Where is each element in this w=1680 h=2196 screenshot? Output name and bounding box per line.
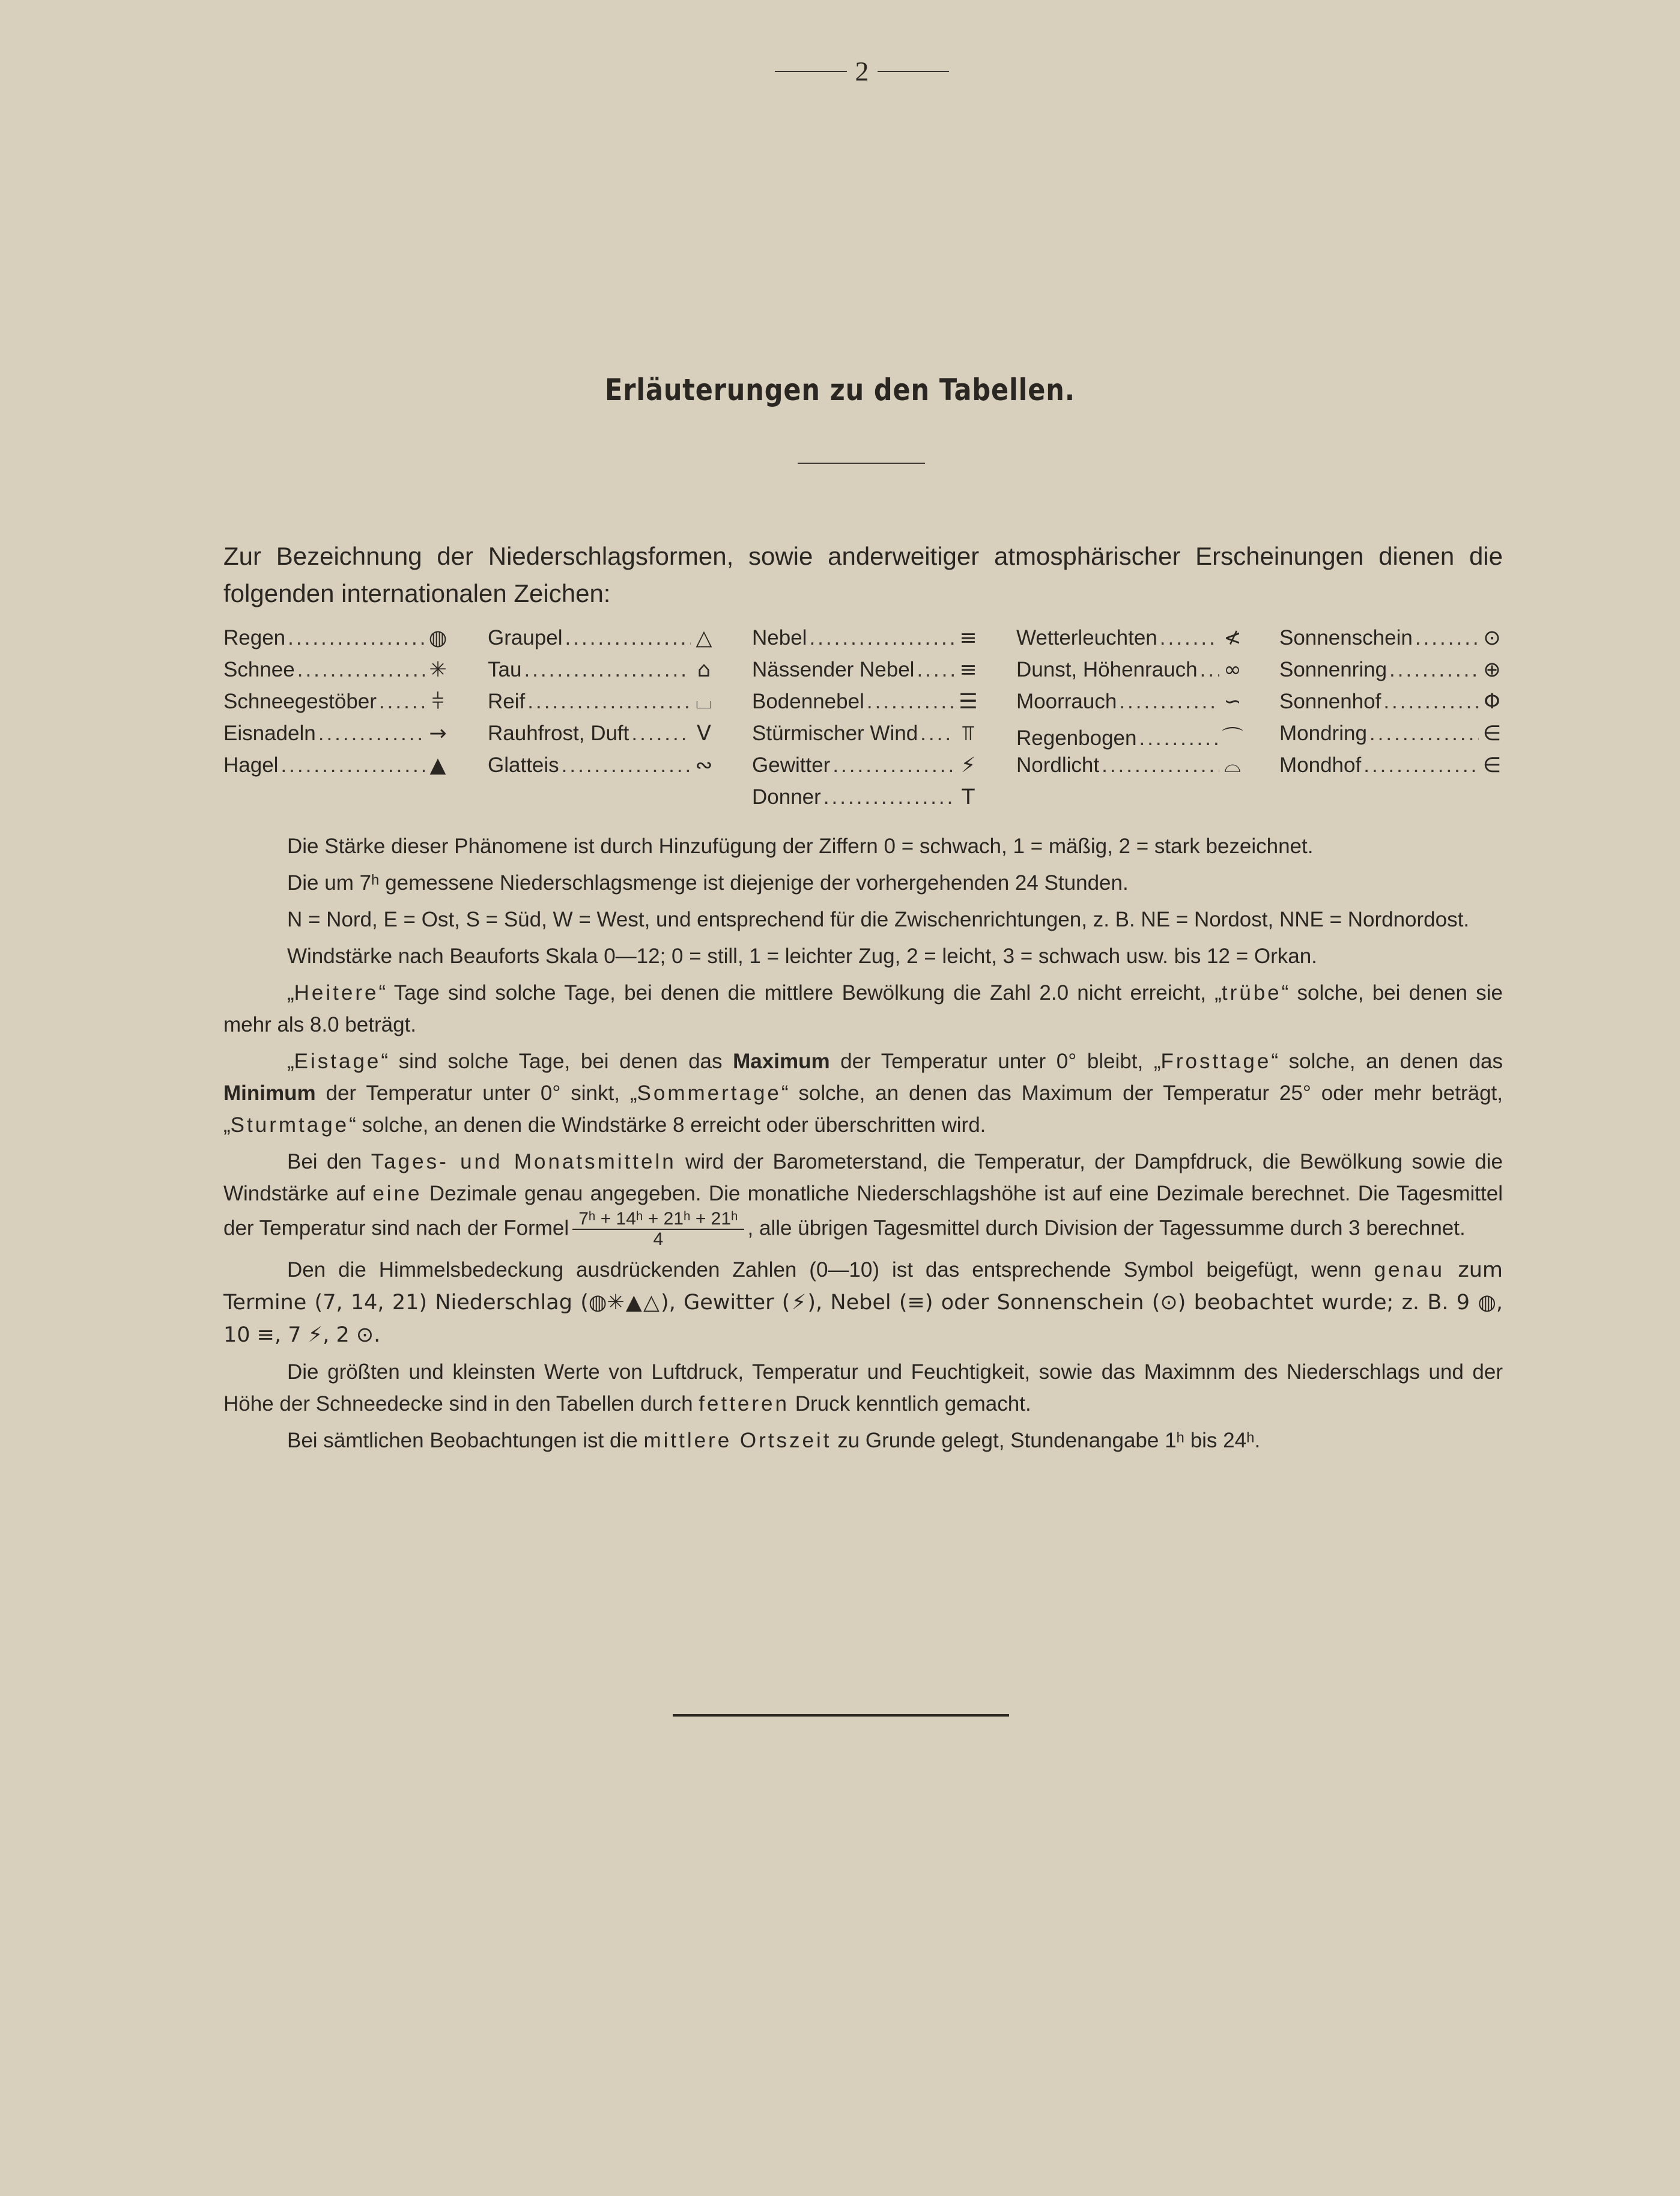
leader-dots [823, 785, 955, 809]
leader-dots [832, 753, 955, 777]
leader-dots [379, 690, 425, 714]
leader-dots [1200, 658, 1219, 682]
leader-dots [527, 690, 691, 714]
paragraph-himmelsbedeckung [223, 1254, 1503, 1351]
legend-entry-glatteis [488, 753, 715, 785]
term-genau: genau [1374, 1258, 1445, 1282]
legend-label: Schnee [223, 658, 295, 681]
legend-entry-rauhfrost [488, 722, 715, 753]
legend-label: Schneegestöber [223, 690, 377, 713]
legend-entry-hagel [223, 753, 449, 785]
term-tages-monatsmittel: Tages- und Monatsmitteln [371, 1150, 676, 1173]
text-fragment: Den die Himmelsbedeckung ausdrückenden Zahlen (0—10) ist das entsprechende Symbol beigefügt, wenn [287, 1258, 1374, 1282]
bodennebel-icon: ☰ [959, 690, 978, 714]
schnee-icon: ✳ [429, 658, 447, 682]
reif-icon: ⌴ [695, 690, 712, 714]
legend-entry-eisnadeln [223, 722, 449, 753]
legend-label: Gewitter [752, 753, 831, 777]
legend-label: Dunst, Höhenrauch [1016, 658, 1198, 681]
text-fragment: Dezimale genau angegeben. Die monatliche Niederschlagshöhe ist auf eine Dezimale berechnet. Die Tagesmittel der Temperatur sind nach der Formel [223, 1182, 1503, 1240]
leader-dots [565, 626, 691, 650]
legend-entry-sonnenring [1279, 658, 1503, 690]
text-fragment: “ sind solche Tage, bei denen das [381, 1050, 733, 1073]
legend-label: Mondring [1279, 722, 1367, 745]
text-fragment: Bei sämtlichen Beobachtungen ist die [287, 1429, 644, 1452]
leader-dots [1139, 726, 1219, 750]
legend-entry-tau [488, 658, 715, 690]
term-truebe: trübe [1221, 981, 1282, 1005]
paragraph-windstaerke: Windstärke nach Beauforts Skala 0—12; 0 = still, 1 = leichter Zug, 2 = leicht, 3 = schwach usw. bis 12 = Orkan. [287, 944, 1317, 968]
leader-dots [809, 626, 955, 650]
legend-label: Nebel [752, 626, 807, 649]
naessender-nebel-icon: ≡ [959, 658, 977, 682]
text-fragment: Druck kenntlich gemacht. [789, 1392, 1031, 1416]
text-fragment: „ [287, 981, 294, 1005]
leader-dots [288, 626, 425, 650]
legend-column-2 [488, 626, 715, 785]
nordlicht-icon: ⌓ [1224, 753, 1241, 777]
explanation-body [223, 830, 1503, 1461]
dunst-icon: ∞ [1224, 658, 1242, 682]
legend-entry-nordlicht [1016, 753, 1243, 785]
legend-entry-mondring [1279, 722, 1503, 753]
legend-entry-regen [223, 626, 449, 658]
temperature-formula [572, 1209, 744, 1249]
legend-entry-moorrauch [1016, 690, 1243, 722]
term-sturmtage: Sturmtage [230, 1113, 350, 1137]
regenbogen-icon: ⌒ [1222, 726, 1243, 750]
legend-label: Nordlicht [1016, 753, 1100, 777]
legend-entry-wetterleuchten [1016, 626, 1243, 658]
leader-dots [524, 658, 691, 682]
legend-column-5 [1279, 626, 1503, 785]
sonnenring-icon: ⊕ [1483, 658, 1501, 682]
legend-label: Regen [223, 626, 286, 649]
text-fragment: “ solche, an denen das Maximum der Temperatur 25° oder mehr beträgt, „ [223, 1081, 1503, 1137]
legend-entry-reif [488, 690, 715, 722]
legend-label: Bodennebel [752, 690, 864, 713]
legend-label: Moorrauch [1016, 690, 1117, 713]
legend-entry-dunst [1016, 658, 1243, 690]
legend-label: Graupel [488, 626, 563, 649]
paragraph-extremwerte [223, 1356, 1503, 1420]
legend-label: Donner [752, 785, 821, 809]
term-sommertage: Sommertage [637, 1081, 781, 1105]
term-mittlere-ortszeit: mittlere Ortszeit [643, 1429, 832, 1452]
leader-dots [562, 753, 691, 777]
legend-label: Nässender Nebel [752, 658, 915, 681]
page-number-rule-right [878, 71, 950, 72]
term-heitere: Heitere [294, 981, 379, 1005]
legend-label: Regenbogen [1016, 726, 1137, 750]
text-fragment: der Temperatur unter 0° sinkt, „ [315, 1081, 637, 1105]
term-maximum: Maximum [733, 1050, 830, 1073]
paragraph-heitere-tage [223, 977, 1503, 1041]
mondring-icon: ∈ [1482, 722, 1502, 746]
legend-label: Sonnenring [1279, 658, 1387, 681]
sonnenhof-icon: Φ [1484, 690, 1500, 714]
wetterleuchten-icon: ≮ [1224, 626, 1242, 650]
symbol-legend [223, 626, 1503, 824]
leader-dots [867, 690, 955, 714]
nebel-icon: ≡ [959, 626, 977, 650]
text-fragment: zu Grunde gelegt, Stundenangabe 1ʰ bis 24ʰ. [831, 1429, 1261, 1452]
legend-label: Rauhfrost, Duft [488, 722, 629, 745]
leader-dots [1389, 658, 1479, 682]
page-title: Erläuterungen zu den Tabellen. [605, 373, 1075, 407]
leader-dots [1119, 690, 1219, 714]
paragraph-ortszeit [223, 1425, 1503, 1456]
text-fragment: der Temperatur unter 0° bleibt, „ [829, 1050, 1161, 1073]
donner-icon: T [962, 785, 975, 809]
text-fragment: zum Termine (7, 14, 21) Niederschlag (◍✳▲△), Gewitter (⚡), Nebel (≡) oder Sonnenschein (⊙) beobachtet wurde; z. B. 9 ◍, 10 ≡, 7 ⚡, 2 ⊙. [223, 1258, 1503, 1347]
text-fragment: “ solche, an denen die Windstärke 8 erreicht oder überschritten wird. [349, 1113, 986, 1137]
leader-dots [1363, 753, 1479, 777]
paragraph-niederschlagsmenge: Die um 7ʰ gemessene Niederschlagsmenge ist diejenige der vorhergehenden 24 Stunden. [287, 871, 1129, 895]
text-fragment: “ solche, bei denen sie mehr als 8.0 beträgt. [223, 981, 1503, 1036]
legend-entry-gewitter [752, 753, 979, 785]
text-fragment: Bei den [287, 1150, 371, 1173]
legend-entry-bodennebel [752, 690, 979, 722]
page-number-rule-left [775, 71, 847, 72]
moorrauch-icon: ∽ [1224, 690, 1242, 714]
closing-rule [673, 1714, 1009, 1717]
term-fetteren: fetteren [699, 1392, 789, 1416]
eisnadeln-icon: → [429, 722, 447, 746]
paragraph-eistage [223, 1045, 1503, 1141]
legend-entry-mondhof [1279, 753, 1503, 785]
legend-label: Stürmischer Wind [752, 722, 918, 745]
leader-dots [1369, 722, 1479, 746]
schneegestoeber-icon: ⫩ [431, 690, 444, 714]
legend-entry-graupel [488, 626, 715, 658]
leader-dots [281, 753, 425, 777]
term-minimum: Minimum [223, 1081, 316, 1105]
legend-entry-schnee [223, 658, 449, 690]
legend-column-3 [752, 626, 979, 817]
stuermischer-wind-icon: ⫪ [962, 722, 974, 746]
legend-column-1 [223, 626, 449, 785]
legend-entry-sonnenschein [1279, 626, 1503, 658]
title-divider [798, 463, 925, 464]
gewitter-icon: ⚡ [960, 753, 976, 777]
leader-dots [920, 722, 955, 746]
leader-dots [318, 722, 425, 746]
mondhof-icon: ∈ [1482, 753, 1502, 777]
rauhfrost-icon: V [697, 722, 711, 746]
leader-dots [917, 658, 955, 682]
legend-label: Sonnenschein [1279, 626, 1413, 649]
legend-entry-nebel [752, 626, 979, 658]
legend-entry-naessender-nebel [752, 658, 979, 690]
text-fragment: Die größten und kleinsten Werte von Luftdruck, Temperatur und Feuchtigkeit, sowie das Maximnm des Niederschlags und der Höhe der Schneedecke sind in den Tabellen durch [223, 1360, 1503, 1416]
legend-entry-stuermischer-wind [752, 722, 979, 753]
leader-dots [1102, 753, 1219, 777]
page-number [775, 55, 949, 87]
legend-entry-sonnenhof [1279, 690, 1503, 722]
legend-label: Sonnenhof [1279, 690, 1381, 713]
hagel-icon: ▲ [429, 753, 446, 777]
legend-label: Glatteis [488, 753, 559, 777]
sonnenschein-icon: ⊙ [1483, 626, 1501, 650]
legend-entry-donner [752, 785, 979, 817]
text-fragment: „ [287, 1050, 294, 1073]
legend-label: Tau [488, 658, 522, 681]
legend-entry-regenbogen [1016, 722, 1243, 753]
legend-entry-schneegestoeber [223, 690, 449, 722]
paragraph-windrichtungen: N = Nord, E = Ost, S = Süd, W = West, und entsprechend für die Zwischenrichtungen, z. B. NE = Nordost, NNE = Nordnordost. [287, 908, 1470, 931]
legend-label: Mondhof [1279, 753, 1362, 777]
legend-label: Wetterleuchten [1016, 626, 1157, 649]
legend-label: Eisnadeln [223, 722, 316, 745]
regen-icon: ◍ [428, 626, 447, 650]
legend-label: Hagel [223, 753, 279, 777]
text-fragment: “ solche, an denen das [1271, 1050, 1503, 1073]
leader-dots [631, 722, 691, 746]
legend-label: Reif [488, 690, 526, 713]
legend-column-4 [1016, 626, 1243, 785]
leader-dots [1383, 690, 1479, 714]
text-fragment: “ Tage sind solche Tage, bei denen die mittlere Bewölkung die Zahl 2.0 nicht erreicht, „ [378, 981, 1222, 1005]
leader-dots [1415, 626, 1479, 650]
leader-dots [1160, 626, 1219, 650]
term-frosttage: Frosttage [1160, 1050, 1272, 1073]
formula-numerator: 7ʰ + 14ʰ + 21ʰ + 21ʰ [572, 1209, 744, 1230]
term-eine: eine [372, 1182, 422, 1205]
formula-denominator: 4 [653, 1229, 664, 1249]
page-number-text: 2 [855, 56, 869, 87]
text-fragment: , alle übrigen Tagesmittel durch Division der Tagessumme durch 3 berechnet. [747, 1216, 1466, 1240]
leader-dots [297, 658, 425, 682]
paragraph-staerke: Die Stärke dieser Phänomene ist durch Hinzufügung der Ziffern 0 = schwach, 1 = mäßig, 2 = stark bezeichnet. [287, 835, 1314, 858]
intro-paragraph: Zur Bezeichnung der Niederschlagsformen, sowie anderweitiger atmosphärischer Erscheinungen dienen die folgenden internationalen Zeichen: [223, 542, 1503, 607]
term-eistage: Eistage [294, 1050, 381, 1073]
paragraph-tagesmittel [223, 1146, 1503, 1249]
tau-icon: ⌂ [697, 658, 711, 682]
glatteis-icon: ∾ [695, 753, 713, 777]
text-fragment: wird der Barometerstand, die Temperatur, der Dampfdruck, die Bewölkung sowie die Windstärke auf [223, 1150, 1503, 1205]
graupel-icon: △ [696, 626, 712, 650]
